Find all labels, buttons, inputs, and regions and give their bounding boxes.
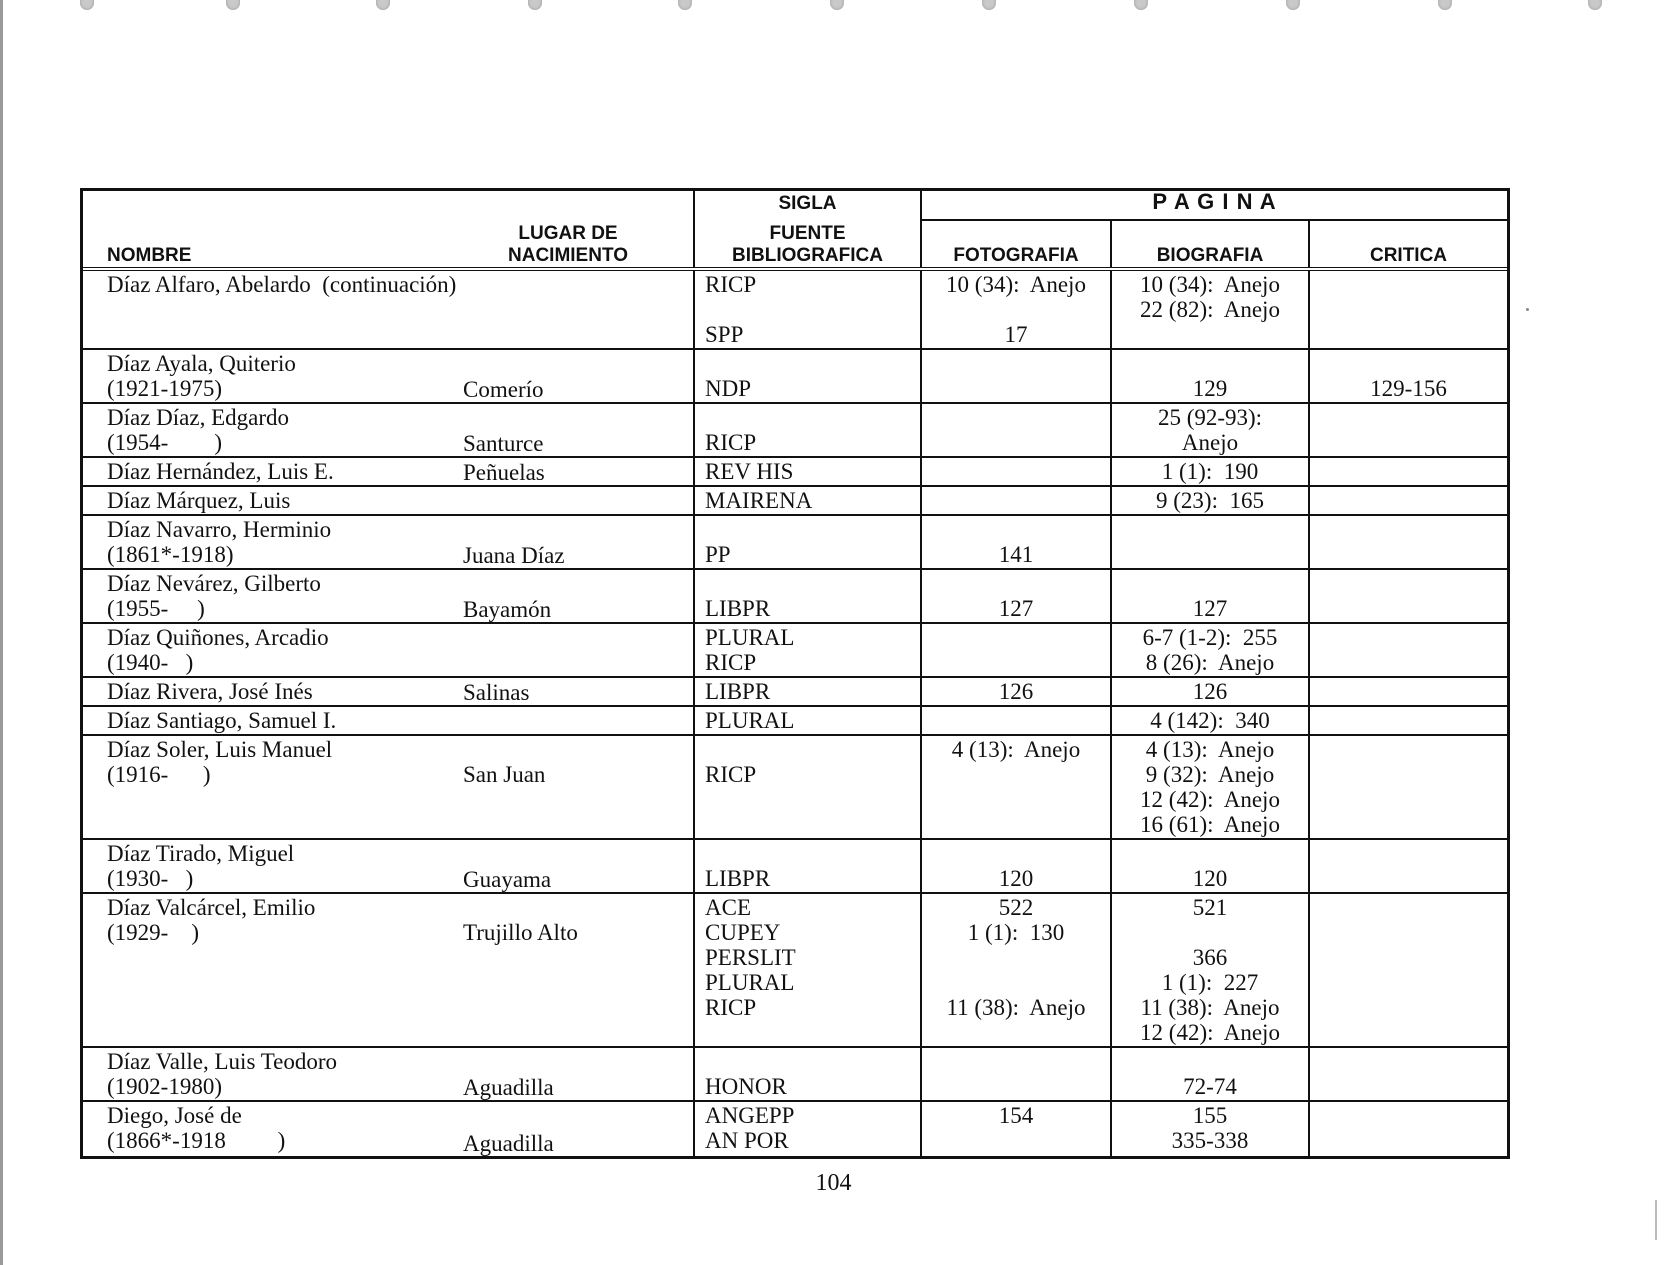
nombre-cell: Díaz Nevárez, Gilberto (1955- ): [107, 571, 321, 621]
biografia-cell: 25 (92-93): Anejo: [1110, 404, 1308, 456]
header-lugar: LUGAR DE NACIMIENTO: [508, 223, 628, 266]
critica-cell: [1308, 570, 1507, 622]
table-row: [83, 487, 1507, 516]
critica-cell: [1308, 707, 1507, 734]
sigla-cell: ACE CUPEY PERSLIT PLURAL RICP: [693, 894, 920, 1046]
lugar-cell: San Juan: [463, 762, 546, 787]
catalog-table: [80, 188, 1510, 1159]
sigla-cell: HONOR: [693, 1048, 920, 1100]
biografia-cell: 521 366 1 (1): 227 11 (38): Anejo 12 (42): Anejo: [1110, 894, 1308, 1046]
lugar-cell: Aguadilla: [463, 1075, 554, 1100]
biografia-cell: 120: [1110, 840, 1308, 892]
nombre-cell: Díaz Márquez, Luis: [107, 488, 291, 513]
sigla-cell: LIBPR: [693, 678, 920, 705]
binder-hole: [226, 0, 240, 10]
sigla-cell: RICP: [693, 736, 920, 838]
lugar-cell: [463, 624, 673, 676]
table-row: [83, 840, 1507, 894]
binder-hole: [528, 0, 542, 10]
biografia-cell: [1110, 516, 1308, 568]
table-row: [83, 350, 1507, 404]
critica-cell: [1308, 894, 1507, 1046]
nombre-cell: Díaz Ayala, Quiterio (1921-1975): [107, 351, 296, 401]
page-right-edge: [1655, 1200, 1657, 1240]
critica-cell: [1308, 678, 1507, 705]
lugar-cell: Guayama: [463, 867, 552, 892]
table-row: [83, 736, 1507, 840]
fotografia-cell: 120: [920, 840, 1110, 892]
nombre-cell: Diego, José de (1866*-1918 ): [107, 1103, 286, 1153]
biografia-cell: 127: [1110, 570, 1308, 622]
table-row: [83, 570, 1507, 624]
table-body: [83, 271, 1507, 1156]
binder-hole: [376, 0, 390, 10]
fotografia-cell: 127: [920, 570, 1110, 622]
sigla-cell: RICP: [693, 404, 920, 456]
critica-cell: [1308, 516, 1507, 568]
biografia-cell: 126: [1110, 678, 1308, 705]
lugar-cell: Salinas: [463, 680, 530, 705]
biografia-cell: 129: [1110, 350, 1308, 402]
speck: [1526, 308, 1529, 311]
table-header: [83, 191, 1507, 271]
lugar-cell: Aguadilla: [463, 1131, 554, 1156]
lugar-cell: Comerío: [463, 377, 544, 402]
biografia-cell: 10 (34): Anejo 22 (82): Anejo: [1110, 271, 1308, 348]
lugar-cell: Bayamón: [463, 597, 552, 622]
header-fuente: FUENTE BIBLIOGRAFICA: [732, 223, 883, 266]
table-row: [83, 458, 1507, 487]
binder-hole: [1134, 0, 1148, 10]
lugar-cell: Juana Díaz: [463, 543, 565, 568]
biografia-cell: 1 (1): 190: [1110, 458, 1308, 485]
table-row: [83, 678, 1507, 707]
biografia-cell: 155 335-338: [1110, 1102, 1308, 1156]
critica-cell: 129-156: [1308, 350, 1507, 402]
nombre-cell: Díaz Soler, Luis Manuel (1916- ): [107, 737, 333, 787]
nombre-cell: Díaz Valcárcel, Emilio (1929- ): [107, 895, 316, 945]
binder-hole: [1588, 0, 1602, 10]
fotografia-cell: [920, 707, 1110, 734]
header-critica: CRITICA: [1369, 245, 1448, 266]
fotografia-cell: [920, 1048, 1110, 1100]
fotografia-cell: [920, 624, 1110, 676]
binder-hole: [1438, 0, 1452, 10]
page-left-edge: [0, 0, 3, 1265]
fotografia-cell: [920, 487, 1110, 514]
lugar-cell: [463, 487, 673, 514]
lugar-cell: Peñuelas: [463, 460, 545, 485]
fotografia-cell: 4 (13): Anejo: [920, 736, 1110, 838]
binder-hole: [80, 0, 94, 10]
binder-hole: [678, 0, 692, 10]
fotografia-cell: 10 (34): Anejo 17: [920, 271, 1110, 348]
table-row: [83, 516, 1507, 570]
binder-hole: [1286, 0, 1300, 10]
fotografia-cell: [920, 458, 1110, 485]
biografia-cell: 6-7 (1-2): 255 8 (26): Anejo: [1110, 624, 1308, 676]
binder-hole: [830, 0, 844, 10]
header-fotografia: FOTOGRAFIA: [953, 245, 1079, 266]
critica-cell: [1308, 487, 1507, 514]
critica-cell: [1308, 271, 1507, 348]
lugar-cell: [463, 271, 673, 348]
biografia-cell: 72-74: [1110, 1048, 1308, 1100]
nombre-cell: Díaz Quiñones, Arcadio (1940- ): [107, 625, 329, 675]
biografia-cell: 9 (23): 165: [1110, 487, 1308, 514]
header-pagina: P A G I N A: [1152, 189, 1277, 214]
sigla-cell: NDP: [693, 350, 920, 402]
critica-cell: [1308, 736, 1507, 838]
nombre-cell: Díaz Hernández, Luis E.: [107, 459, 334, 484]
header-biografia: BIOGRAFIA: [1156, 245, 1264, 266]
nombre-cell: Díaz Alfaro, Abelardo (continuación): [107, 272, 457, 297]
lugar-cell: Santurce: [463, 431, 544, 456]
sigla-cell: PLURAL RICP: [693, 624, 920, 676]
table-row: [83, 624, 1507, 678]
fotografia-cell: [920, 350, 1110, 402]
table-row: [83, 271, 1507, 350]
sigla-cell: RICP SPP: [693, 271, 920, 348]
sigla-cell: PLURAL: [693, 707, 920, 734]
binder-hole: [982, 0, 996, 10]
nombre-cell: Díaz Tirado, Miguel (1930- ): [107, 841, 295, 891]
fotografia-cell: 141: [920, 516, 1110, 568]
table-row: [83, 1048, 1507, 1102]
table-row: [83, 1102, 1507, 1156]
nombre-cell: Díaz Valle, Luis Teodoro (1902-1980): [107, 1049, 338, 1099]
sigla-cell: LIBPR: [693, 840, 920, 892]
fotografia-cell: 522 1 (1): 130 11 (38): Anejo: [920, 894, 1110, 1046]
table-row: [83, 894, 1507, 1048]
table-row: [83, 707, 1507, 736]
sigla-cell: REV HIS: [693, 458, 920, 485]
header-sigla: SIGLA: [778, 193, 837, 214]
critica-cell: [1308, 1048, 1507, 1100]
critica-cell: [1308, 624, 1507, 676]
sigla-cell: MAIRENA: [693, 487, 920, 514]
table-row: [83, 404, 1507, 458]
sigla-cell: PP: [693, 516, 920, 568]
lugar-cell: [463, 707, 673, 734]
page-number: 104: [815, 1170, 852, 1196]
nombre-cell: Díaz Díaz, Edgardo (1954- ): [107, 405, 290, 455]
sigla-cell: ANGEPP AN POR: [693, 1102, 920, 1156]
critica-cell: [1308, 1102, 1507, 1156]
nombre-cell: Díaz Navarro, Herminio (1861*-1918): [107, 517, 332, 567]
critica-cell: [1308, 404, 1507, 456]
fotografia-cell: 126: [920, 678, 1110, 705]
sigla-cell: LIBPR: [693, 570, 920, 622]
lugar-cell: Trujillo Alto: [463, 920, 578, 945]
fotografia-cell: [920, 404, 1110, 456]
biografia-cell: 4 (142): 340: [1110, 707, 1308, 734]
critica-cell: [1308, 458, 1507, 485]
nombre-cell: Díaz Santiago, Samuel I.: [107, 708, 337, 733]
critica-cell: [1308, 840, 1507, 892]
fotografia-cell: 154: [920, 1102, 1110, 1156]
nombre-cell: Díaz Rivera, José Inés: [107, 679, 313, 704]
header-nombre: NOMBRE: [107, 245, 192, 266]
biografia-cell: 4 (13): Anejo 9 (32): Anejo 12 (42): Anejo 16 (61): Anejo: [1110, 736, 1308, 838]
